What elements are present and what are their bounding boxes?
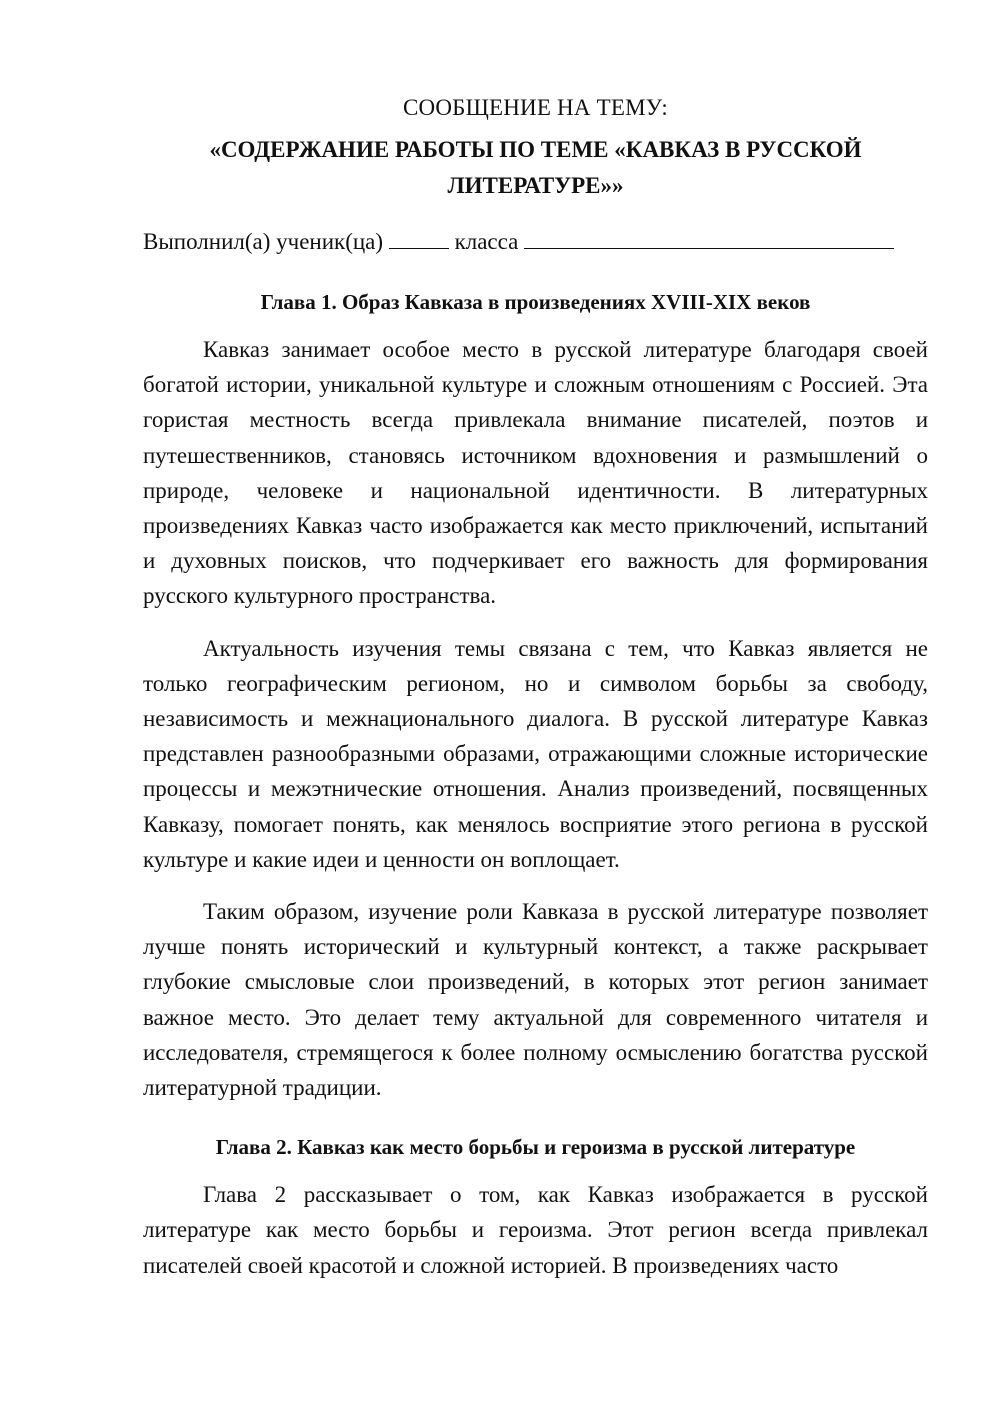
name-blank-field[interactable]	[524, 224, 894, 249]
author-line	[143, 224, 928, 260]
chapter-2-paragraph: Глава 2 рассказывает о том, как Кавказ изображается в русской литературе как место борьбы и героизма. Этот регион всегда привлекал писателей своей красотой и сложной историей. В произведениях часто	[143, 1182, 928, 1278]
student-label: Выполнил(а) ученик(ца)	[143, 229, 384, 254]
document-page	[143, 90, 928, 1300]
document-title: «СОДЕРЖАНИЕ РАБОТЫ ПО ТЕМЕ «КАВКАЗ В РУССКОЙ ЛИТЕРАТУРЕ»»	[209, 137, 862, 198]
grade-blank-field[interactable]	[389, 224, 449, 249]
chapter-1-paragraph: Кавказ занимает особое место в русской литературе благодаря своей богатой истории, уникальной культуре и сложным отношениям с Россией. Эта гористая местность всегда привлекала внимание писателей, поэтов и путешественников, становясь источником вдохновения и размышлений о природе, человеке и национальной идентичности. В литературных произведениях Кавказ часто изображается как место приключений, испытаний и духовных поисков, что подчеркивает его важность для формирования русского культурного пространства.	[143, 337, 928, 609]
chapter-1-paragraph: Актуальность изучения темы связана с тем, что Кавказ является не только географическим регионом, но и символом борьбы за свободу, независимость и межнационального диалога. В русской литературе Кавказ представлен разнообразными образами, отражающими сложные исторические процессы и межэтнические отношения. Анализ произведений, посвященных Кавказу, помогает понять, как менялось восприятие этого региона в русской культуре и какие идеи и ценности он воплощает.	[143, 635, 928, 872]
class-label: класса	[454, 229, 519, 254]
chapter-2-title: Глава 2. Кавказ как место борьбы и героизма в русской литературе	[215, 1135, 856, 1160]
chapter-1-title: Глава 1. Образ Кавказа в произведениях XVIII-XIX веков	[260, 290, 811, 314]
chapter-1-paragraph: Таким образом, изучение роли Кавказа в русской литературе позволяет лучше понять исторический и культурный контекст, а также раскрывает глубокие смысловые слои произведений, в которых этот регион занимает важное место. Это делает тему актуальной для современного читателя и исследователя, стремящегося к более полному осмыслению богатства русской литературной традиции.	[143, 899, 928, 1101]
document-heading: СООБЩЕНИЕ НА ТЕМУ:	[403, 95, 668, 120]
